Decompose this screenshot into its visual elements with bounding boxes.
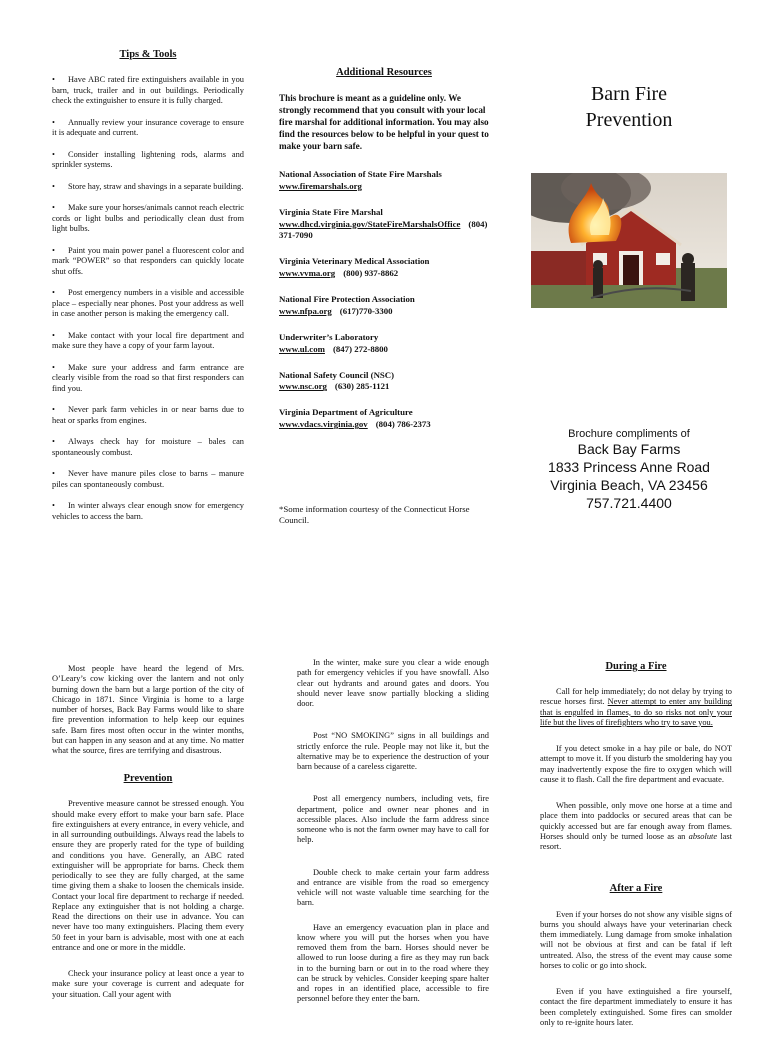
- tip-item: [52, 118, 244, 139]
- title-line-2: Prevention: [585, 109, 673, 131]
- resource-name: National Association of State Fire Marshals: [279, 168, 442, 179]
- tip-item: [52, 288, 244, 320]
- resource-contact-line: [279, 344, 489, 356]
- tip-item: [52, 75, 244, 107]
- resource-entry: [279, 407, 489, 431]
- resources-footnote: *Some information courtesy of the Connecticut Horse Council.: [279, 504, 470, 525]
- resources-intro: This brochure is meant as a guideline only. We strongly recommend that you consult with your local fire marshal for additional information. You may also find the resources below to be helpful in your quest to make your barn safe.: [279, 93, 489, 151]
- tip-item: [52, 246, 244, 278]
- resource-contact-line: [279, 181, 489, 193]
- tip-text: Never have manure piles close to barns – manure piles can spontaneously combust.: [52, 469, 244, 489]
- barn-fire-photo: [531, 173, 727, 308]
- resource-name: Virginia Department of Agriculture: [279, 407, 413, 418]
- during-move-text: When possible, only move one horse at a time and place them into paddocks or secured areas that can be quickly accessed but are far enough away from flames. Horses should only be turned loose as an: [540, 801, 732, 841]
- tip-text: Annually review your insurance coverage to ensure it is adequate and current.: [52, 117, 244, 138]
- address-line-1: 1833 Princess Anne Road: [548, 459, 710, 476]
- tip-item: [52, 405, 244, 426]
- during-call-text: Call for help immediately; do not delay by trying to rescue horses first.: [540, 687, 732, 707]
- tip-text: Store hay, straw and shavings in a separate building.: [68, 181, 244, 191]
- resource-entry: [279, 256, 489, 280]
- brochure-title: [531, 81, 727, 133]
- title-line-1: Barn Fire: [590, 83, 668, 105]
- tip-item: [52, 469, 244, 490]
- bullet-icon: •: [52, 362, 55, 372]
- contact-block: [531, 428, 727, 511]
- prevention-heading: Prevention: [123, 773, 173, 785]
- during-fire-paragraph-2: If you detect smoke in a hay pile or bale, do NOT attempt to move it. If you disturb the smoldering hay you may inadvertently expose the fire to oxygen which will cause it to flash. Call the fire department and evacuate.: [540, 744, 732, 784]
- resource-link[interactable]: www.dhcd.virginia.gov/StateFireMarshalsOffice: [279, 218, 461, 229]
- resource-entry: [279, 207, 489, 243]
- tip-item: [52, 203, 244, 235]
- resources-panel: [279, 66, 489, 525]
- during-fire-paragraph-3: [540, 801, 732, 852]
- tip-item: [52, 437, 244, 458]
- bullet-icon: •: [52, 330, 55, 340]
- during-warning-text: Never attempt to enter any building that is engulfed in flames, to do so risks not only your life but the lives of firefighters who try to save you.: [540, 697, 732, 727]
- farm-name: Back Bay Farms: [577, 441, 681, 457]
- during-last-resort-text: last resort.: [540, 831, 732, 852]
- tip-item: [52, 331, 244, 352]
- tip-text: Paint you main power panel a fluorescent color and mark “POWER” so that responders can quickly locate shut offs.: [52, 245, 244, 276]
- resource-name: National Fire Protection Association: [279, 294, 415, 305]
- barn-fire-illustration: [531, 173, 727, 308]
- bullet-icon: •: [52, 501, 55, 511]
- tip-item: [52, 182, 244, 193]
- resource-name: Virginia Veterinary Medical Association: [279, 256, 430, 267]
- resource-phone: (630) 285-1121: [334, 381, 390, 392]
- bullet-icon: •: [52, 437, 55, 447]
- resource-phone: (800) 937-8862: [343, 268, 399, 279]
- farm-address-paragraph: Double check to make certain your farm address and entrance are visible from the road so emergency vehicle will not waste valuable time searching for the barn.: [297, 867, 489, 908]
- resource-name: Virginia State Fire Marshal: [279, 206, 383, 217]
- tip-text: Have ABC rated fire extinguishers available in you barn, truck, trailer and in out buildings. Periodically check the extinguisher to ensure it is fully charged.: [52, 75, 244, 106]
- resources-heading: Additional Resources: [336, 67, 432, 78]
- after-fire-paragraph-2: Even if you have extinguished a fire yourself, contact the fire department immediately to ensure it has been completely extinguished. Some fires can smolder only to re-ignite hours later.: [540, 987, 732, 1027]
- winter-paragraph: In the winter, make sure you clear a wide enough path for emergency vehicles if you have snowfall. Also clear out hydrants and around gates and doors. You should never leave snow partially blocking a sliding door.: [297, 658, 489, 708]
- bullet-icon: •: [52, 75, 55, 85]
- bullet-icon: •: [52, 245, 55, 255]
- tip-text: Make sure your horses/animals cannot reach electric cords or light bulbs and periodically clean dust from light bulbs.: [52, 203, 244, 234]
- resource-phone: (804) 371-7090: [279, 218, 488, 241]
- resource-contact-line: [279, 268, 489, 280]
- tip-text: Make contact with your local fire department and make sure they have a copy of your farm layout.: [52, 330, 244, 351]
- compliments-line: Brochure compliments of: [568, 428, 690, 440]
- tips-heading: Tips & Tools: [119, 49, 177, 60]
- bullet-icon: •: [52, 405, 55, 415]
- tips-list: [52, 75, 244, 522]
- resource-contact-line: [279, 381, 489, 393]
- resource-phone: (847) 272-8800: [332, 343, 388, 354]
- bullet-icon: •: [52, 469, 55, 479]
- resource-entry: [279, 370, 489, 394]
- after-fire-paragraph-1: Even if your horses do not show any visible signs of burns you should always have your veterinarian check them immediately. Lung damage from smoke inhalation will not be obvious at first and can be fatal if left untreated. Also, the stress of the event may cause some horses to colic or go into shock.: [540, 909, 732, 970]
- inside-left-panel: [52, 664, 244, 1016]
- resource-link[interactable]: www.nsc.org: [279, 381, 327, 392]
- during-fire-paragraph-1: [540, 687, 732, 728]
- inside-middle-panel: [297, 658, 489, 1021]
- prevention-paragraph: Preventive measure cannot be stressed enough. You should make every effort to make your barn safe. Place fire extinguishers at every entrance, in every vehicle, and in all surrounding outbuildings. Always read the labels to ensure they are properly rated for the type of building and conditions you have. Generally, an ABC rated extinguisher will be appropriate for barns. Check them periodically to see they are fully charged, at the same time giving them a shake to loosen the chemicals inside. Contact your local fire department to recharge if needed. Replace any extinguisher that is not holding a charge. Read the directions on their use in advance. You can never have too many extinguishers. Placing them every 50 feet in your barn is advisable, most with one at each entrance and one or more in the middle.: [52, 799, 244, 952]
- tip-text: Always check hay for moisture – bales can spontaneously combust.: [52, 437, 244, 457]
- tip-text: In winter always clear enough snow for emergency vehicles to access the barn.: [52, 501, 244, 521]
- during-fire-heading: During a Fire: [605, 661, 667, 672]
- resource-contact-line: [279, 306, 489, 318]
- resource-link[interactable]: www.firemarshals.org: [279, 180, 362, 191]
- bullet-icon: •: [52, 203, 55, 213]
- inside-right-panel: [540, 650, 732, 1044]
- tip-text: Post emergency numbers in a visible and accessible place – especially near phones. Post your address as well in case another person is making the emergency call.: [52, 288, 244, 319]
- tip-item: [52, 501, 244, 522]
- evacuation-plan-paragraph: Have an emergency evacuation plan in place and know where you will put the horses when you have removed them from the barn. Horses should never be allowed to run loose during a fire as they may run back in to the burning barn or out in to the road where they can be struck by vehicles. Consider keeping spare halter and ropes in an identified place, accessible to fire personnel before they enter the barn.: [297, 922, 489, 1004]
- resource-entry: [279, 332, 489, 356]
- intro-paragraph: Most people have heard the legend of Mrs. O’Leary’s cow kicking over the lantern and not only burning down the barn but a large portion of the city of Chicago in 1871. Since Virginia is home to a large number of horses, Back Bay Farms would like to share fire prevention information to help keep our equines safe. Barn fires most often occur in the winter months, but can happen in any season and at any time. No matter what the source, fires are terrifying and disastrous.: [52, 664, 244, 755]
- bullet-icon: •: [52, 288, 55, 298]
- tip-text: Make sure your address and farm entrance are clearly visible from the road so that first responders can find you.: [52, 362, 244, 393]
- resource-name: Underwriter’s Laboratory: [279, 331, 379, 342]
- resource-link[interactable]: www.nfpa.org: [279, 305, 332, 316]
- phone-number: 757.721.4400: [586, 494, 672, 511]
- resource-entry: [279, 294, 489, 318]
- tip-text: Consider installing lightening rods, alarms and sprinkler systems.: [52, 149, 244, 170]
- resource-entry: [279, 169, 489, 193]
- resource-phone: (804) 786-2373: [375, 419, 431, 430]
- after-fire-heading: After a Fire: [609, 883, 663, 895]
- resource-contact-line: [279, 419, 489, 431]
- bullet-icon: •: [52, 149, 55, 159]
- resource-link[interactable]: www.vdacs.virginia.gov: [279, 419, 368, 430]
- address-line-2: Virginia Beach, VA 23456: [550, 477, 708, 494]
- resource-link[interactable]: www.vvma.org: [279, 268, 336, 279]
- tip-item: [52, 363, 244, 395]
- resource-name: National Safety Council (NSC): [279, 369, 395, 380]
- bullet-icon: •: [52, 117, 55, 127]
- resource-phone: (617)770-3300: [339, 305, 393, 316]
- emergency-numbers-paragraph: Post all emergency numbers, including vets, fire department, police and owner near phones and in accessible places. Also include the farm address since someone who is not the farm owner may have to call for help.: [297, 794, 489, 845]
- resources-list: [279, 169, 489, 431]
- insurance-paragraph: Check your insurance policy at least once a year to make sure your coverage is current and adequate for your situation. Call your agent with: [52, 969, 244, 999]
- tips-panel: [52, 48, 244, 533]
- bullet-icon: •: [52, 181, 55, 191]
- during-absolute-text: absolute: [688, 831, 718, 841]
- tip-item: [52, 150, 244, 171]
- no-smoking-paragraph: Post “NO SMOKING” signs in all buildings and strictly enforce the rule. People may not like it, but the alternative may be to experience the destruction of your barn because of a careless cigarette.: [297, 731, 489, 771]
- resource-link[interactable]: www.ul.com: [279, 343, 325, 354]
- tip-text: Never park farm vehicles in or near barns due to heat or sparks from engines.: [52, 405, 244, 425]
- resource-contact-line: [279, 219, 489, 243]
